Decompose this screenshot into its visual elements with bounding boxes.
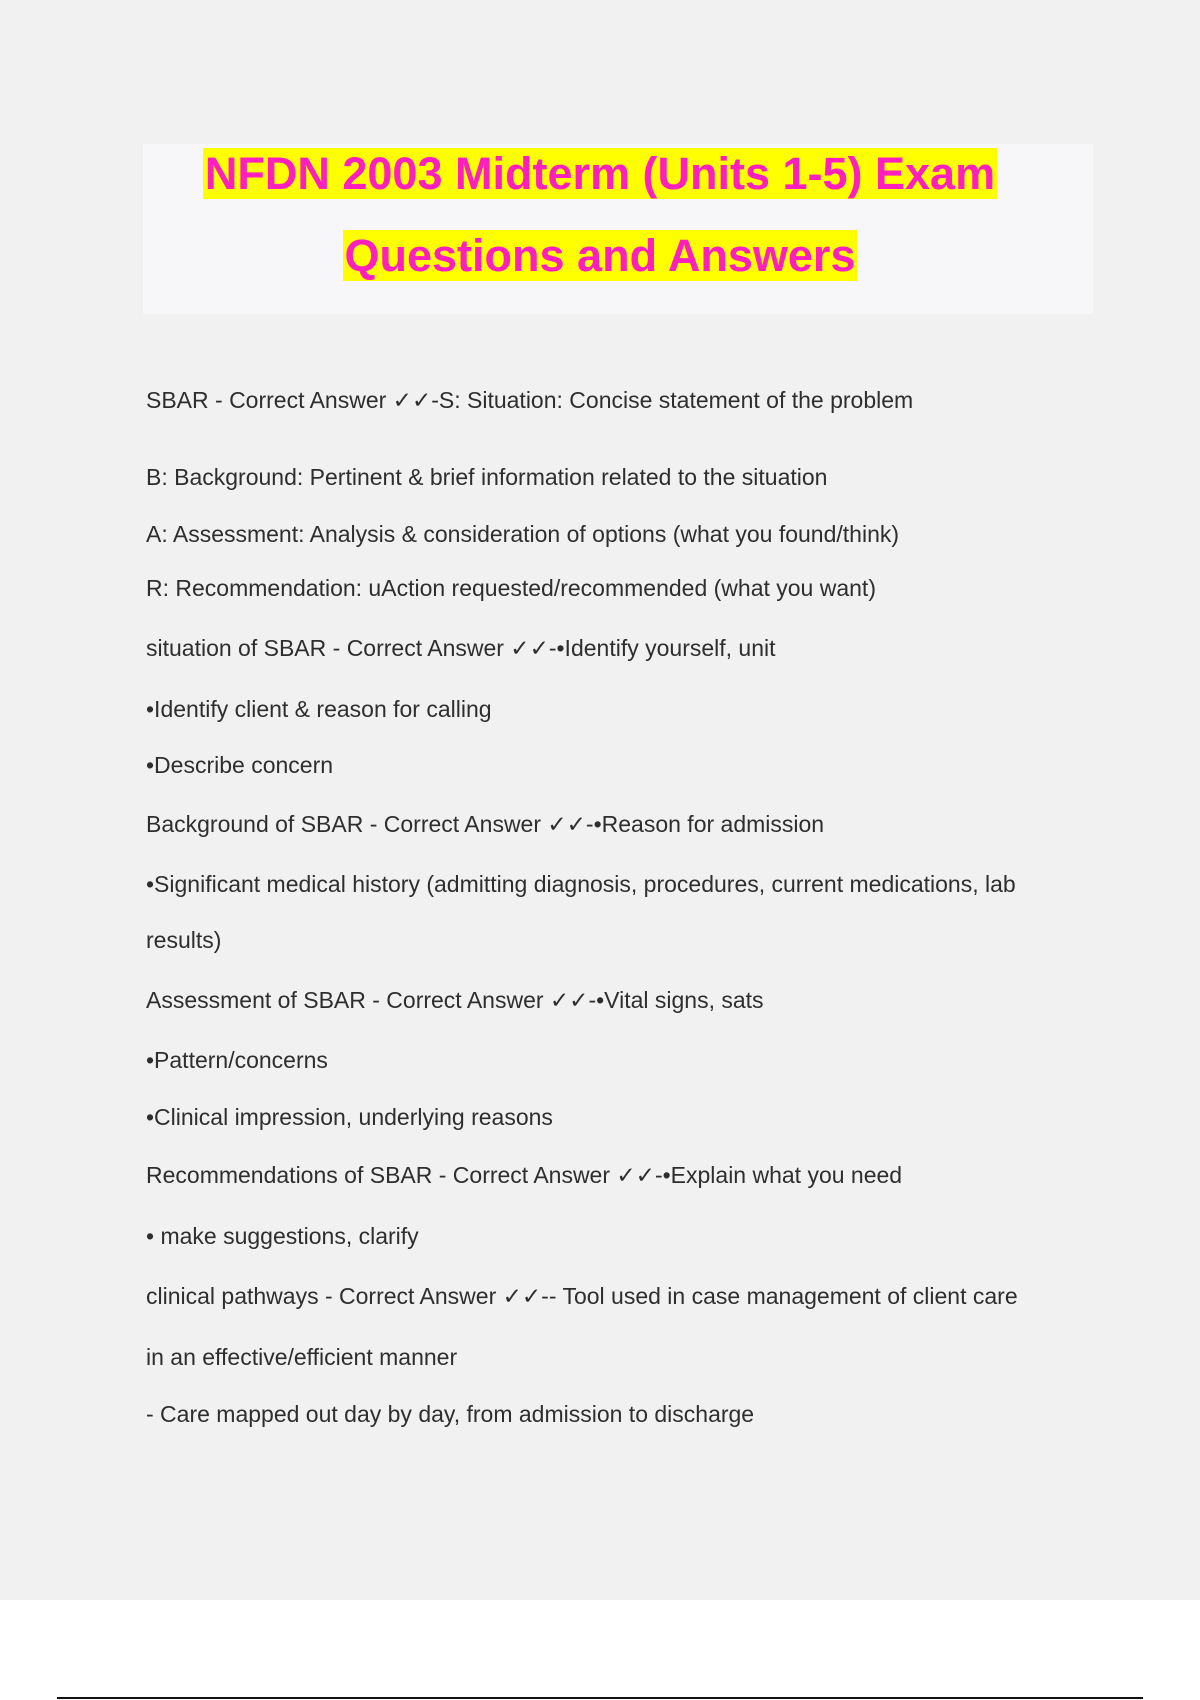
situation-bullet-2: •Describe concern	[146, 752, 334, 778]
title-text-1: NFDN 2003 Midterm (Units 1-5) Exam	[204, 148, 996, 199]
clinical-pathways-cont: in an effective/efficient manner	[146, 1344, 458, 1370]
sbar-background-line: B: Background: Pertinent & brief information related to the situation	[146, 464, 828, 490]
background-bullet-1-cont: results)	[146, 927, 222, 953]
clinical-pathways-question: clinical pathways - Correct Answer ✓✓-- Tool used in case management of client care	[146, 1283, 1018, 1309]
sbar-question: SBAR - Correct Answer ✓✓-S: Situation: Concise statement of the problem	[146, 387, 914, 413]
situation-question: situation of SBAR - Correct Answer ✓✓-•Identify yourself, unit	[146, 635, 776, 661]
recommendations-question: Recommendations of SBAR - Correct Answer ✓✓-•Explain what you need	[146, 1162, 903, 1188]
title-text-2: Questions and Answers	[344, 230, 856, 281]
assessment-question: Assessment of SBAR - Correct Answer ✓✓-•Vital signs, sats	[146, 987, 764, 1013]
sbar-assessment-line: A: Assessment: Analysis & consideration of options (what you found/think)	[146, 521, 900, 547]
sbar-recommendation-line: R: Recommendation: uAction requested/recommended (what you want)	[146, 575, 876, 601]
bottom-rule	[57, 1697, 1143, 1699]
background-question: Background of SBAR - Correct Answer ✓✓-•Reason for admission	[146, 811, 825, 837]
assessment-bullet-1: •Pattern/concerns	[146, 1047, 328, 1073]
situation-bullet-1: •Identify client & reason for calling	[146, 696, 492, 722]
title-line-2	[0, 228, 1200, 284]
clinical-pathways-bullet: - Care mapped out day by day, from admission to discharge	[146, 1401, 755, 1427]
recommendations-bullet-1: • make suggestions, clarify	[146, 1223, 419, 1249]
background-bullet-1: •Significant medical history (admitting diagnosis, procedures, current medications, lab	[146, 871, 1016, 897]
assessment-bullet-2: •Clinical impression, underlying reasons	[146, 1104, 553, 1130]
title-line-1	[0, 146, 1200, 202]
